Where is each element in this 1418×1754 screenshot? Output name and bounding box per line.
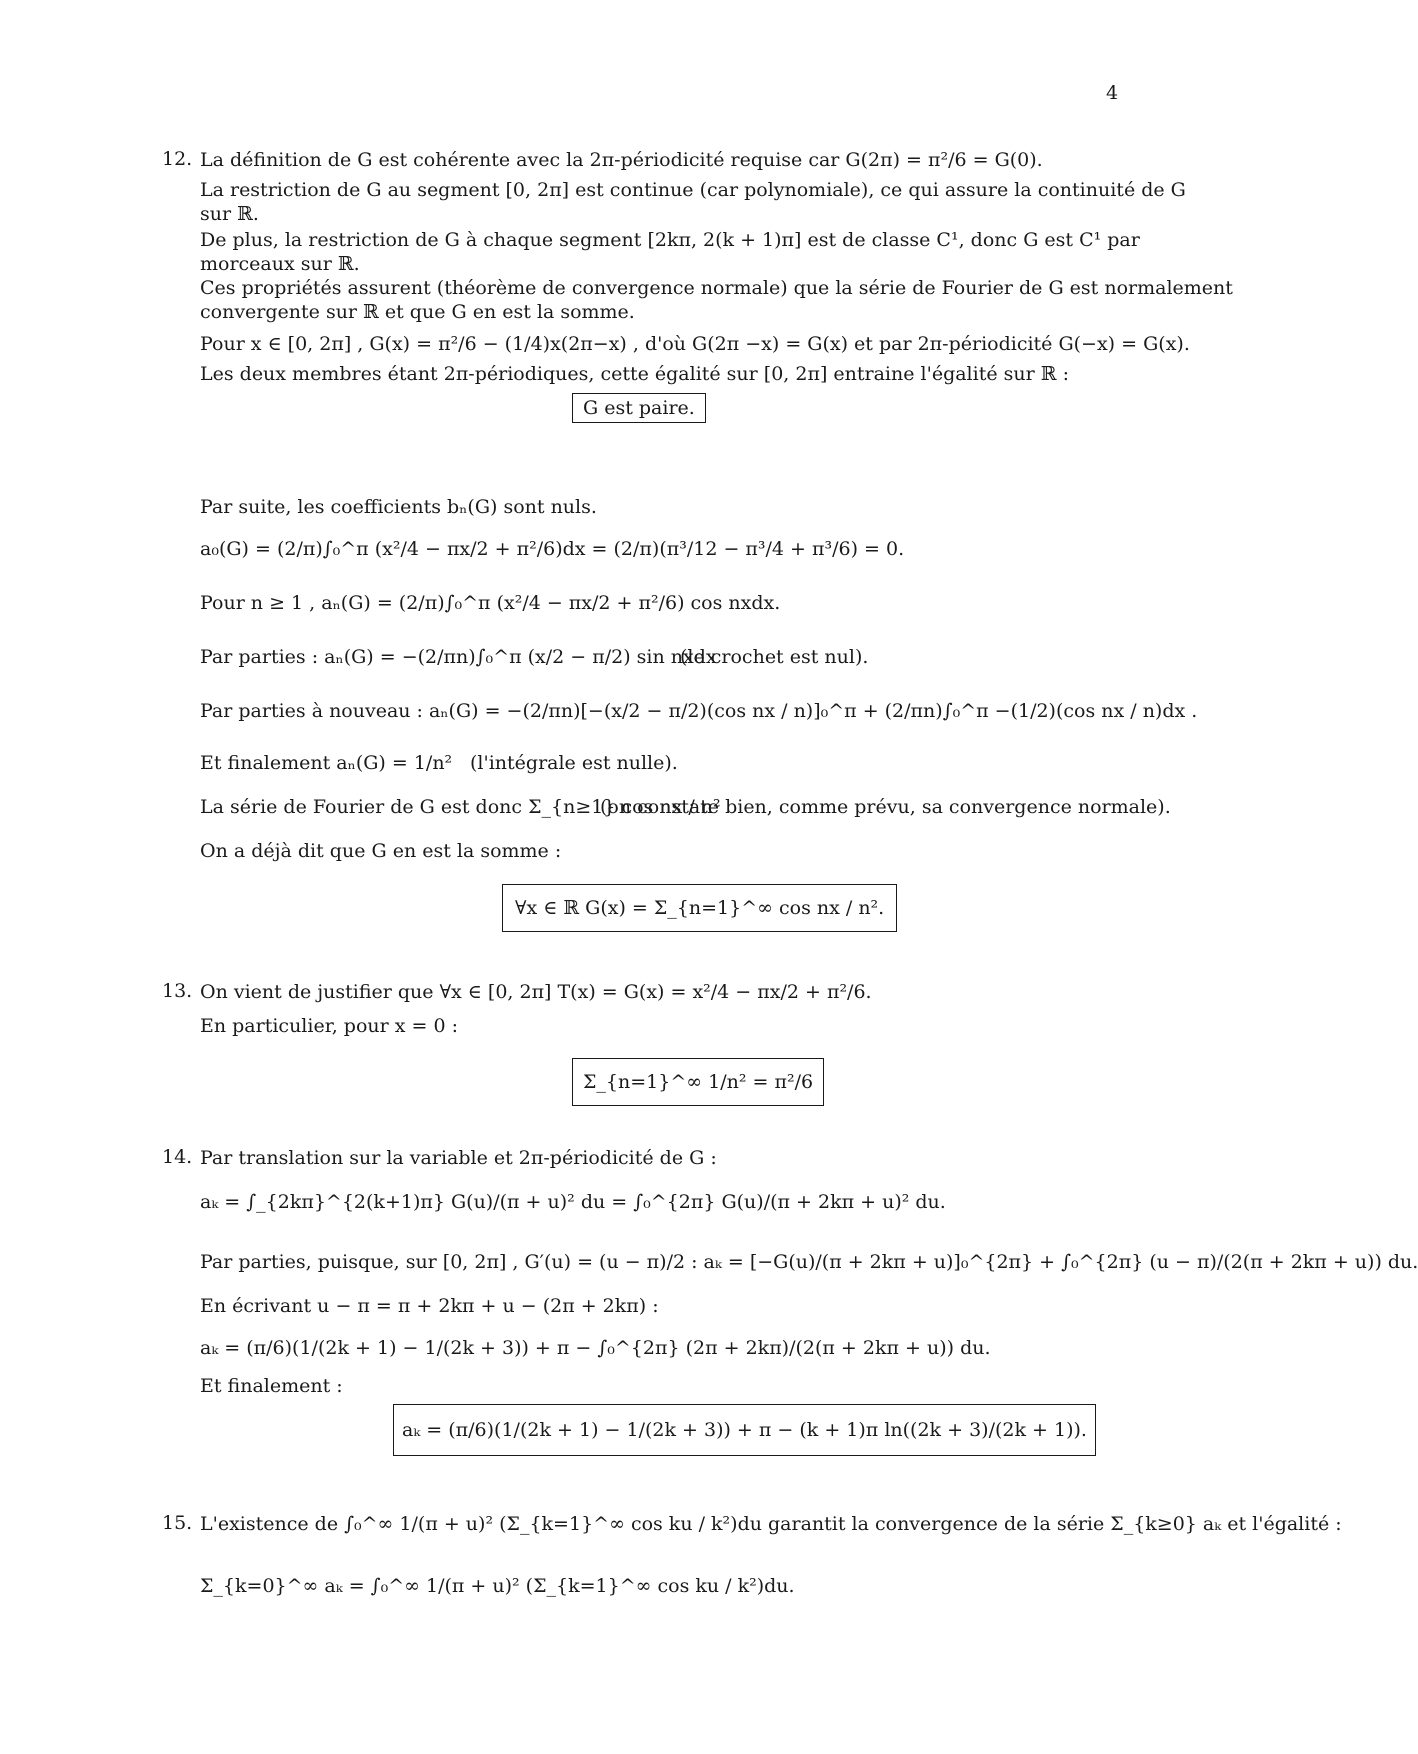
line: On a déjà dit que G en est la somme :: [200, 840, 562, 862]
result-box-g-paire: G est paire.: [572, 393, 706, 423]
line: Par suite, les coefficients bₙ(G) sont nuls.: [200, 496, 597, 518]
item-number: 14.: [162, 1146, 193, 1168]
line: Par parties, puisque, sur [0, 2π] , G′(u) = (u − π)/2 : aₖ = [−G(u)/(π + 2kπ + u)]₀^{2π} + ∫₀^{2π} (u − π)/(2(π + 2kπ + u)) du.: [200, 1251, 1418, 1273]
page-number: 4: [1106, 82, 1119, 104]
line: a₀(G) = (2/π)∫₀^π (x²/4 − πx/2 + π²/6)dx = (2/π)(π³/12 − π³/4 + π³/6) = 0.: [200, 538, 905, 560]
line: Pour x ∈ [0, 2π] , G(x) = π²/6 − (1/4)x(2π−x) , d'où G(2π −x) = G(x) et par 2π-périodicité G(−x) = G(x).: [200, 333, 1190, 355]
line: (le crochet est nul).: [680, 646, 869, 668]
line: Ces propriétés assurent (théorème de convergence normale) que la série de Fourier de G est normalement: [200, 277, 1233, 299]
line: Par translation sur la variable et 2π-périodicité de G :: [200, 1147, 717, 1169]
line: morceaux sur ℝ.: [200, 253, 360, 275]
line: sur ℝ.: [200, 203, 259, 225]
line: En écrivant u − π = π + 2kπ + u − (2π + 2kπ) :: [200, 1295, 659, 1317]
line: Pour n ≥ 1 , aₙ(G) = (2/π)∫₀^π (x²/4 − πx/2 + π²/6) cos nxdx.: [200, 592, 781, 614]
line: En particulier, pour x = 0 :: [200, 1015, 458, 1037]
line: (l'intégrale est nulle).: [470, 752, 678, 774]
line: La définition de G est cohérente avec la 2π-périodicité requise car G(2π) = π²/6 = G(0).: [200, 149, 1043, 171]
line: Et finalement aₙ(G) = 1/n²: [200, 752, 453, 774]
line: L'existence de ∫₀^∞ 1/(π + u)² (Σ_{k=1}^∞ cos ku / k²)du garantit la convergence de la série Σ_{k≥0} aₖ et l'égalité :: [200, 1513, 1342, 1535]
line: Et finalement :: [200, 1375, 343, 1397]
item-number: 13.: [162, 980, 193, 1002]
line: Par parties : aₙ(G) = −(2/πn)∫₀^π (x/2 − π/2) sin nxdx: [200, 646, 717, 668]
item-number: 15.: [162, 1512, 193, 1534]
line: Les deux membres étant 2π-périodiques, cette égalité sur [0, 2π] entraine l'égalité sur ℝ :: [200, 363, 1069, 385]
line: On vient de justifier que ∀x ∈ [0, 2π] T(x) = G(x) = x²/4 − πx/2 + π²/6.: [200, 981, 872, 1003]
line: La restriction de G au segment [0, 2π] est continue (car polynomiale), ce qui assure la continuité de G: [200, 179, 1186, 201]
result-box-basel: Σ_{n=1}^∞ 1/n² = π²/6: [572, 1058, 824, 1106]
line: Σ_{k=0}^∞ aₖ = ∫₀^∞ 1/(π + u)² (Σ_{k=1}^∞ cos ku / k²)du.: [200, 1575, 795, 1597]
item-number: 12.: [162, 148, 193, 170]
line: convergente sur ℝ et que G en est la somme.: [200, 301, 635, 323]
result-box-ak: aₖ = (π/6)(1/(2k + 1) − 1/(2k + 3)) + π − (k + 1)π ln((2k + 3)/(2k + 1)).: [393, 1404, 1096, 1456]
line: aₖ = (π/6)(1/(2k + 1) − 1/(2k + 3)) + π − ∫₀^{2π} (2π + 2kπ)/(2(π + 2kπ + u)) du.: [200, 1337, 991, 1359]
line: (on constate bien, comme prévu, sa convergence normale).: [600, 796, 1171, 818]
line: aₖ = ∫_{2kπ}^{2(k+1)π} G(u)/(π + u)² du = ∫₀^{2π} G(u)/(π + 2kπ + u)² du.: [200, 1191, 946, 1213]
result-box-fourier: ∀x ∈ ℝ G(x) = Σ_{n=1}^∞ cos nx / n².: [502, 884, 897, 932]
line: La série de Fourier de G est donc Σ_{n≥1} cos nx / n²: [200, 796, 721, 818]
line: De plus, la restriction de G à chaque segment [2kπ, 2(k + 1)π] est de classe C¹, donc G est C¹ par: [200, 229, 1140, 251]
line: Par parties à nouveau : aₙ(G) = −(2/πn)[−(x/2 − π/2)(cos nx / n)]₀^π + (2/πn)∫₀^π −(1/2)(cos nx / n)dx .: [200, 700, 1198, 722]
